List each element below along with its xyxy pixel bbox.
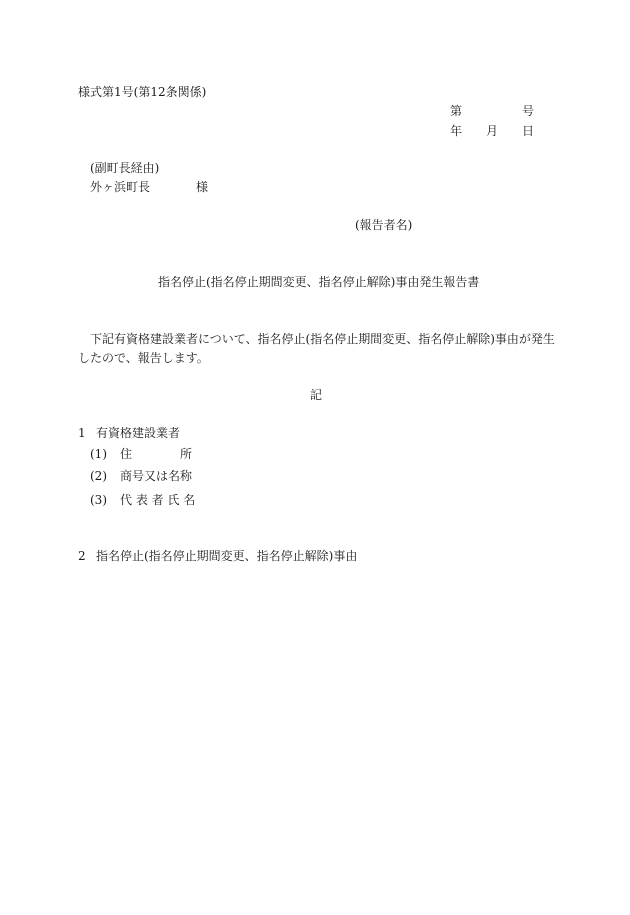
section-1-number: 1 (78, 426, 86, 440)
item-label-representative: 代 表 者 氏 名 (120, 493, 196, 507)
item-number: (1) (90, 447, 107, 461)
via-note: (副町長経由) (90, 161, 160, 175)
addressee-honorific: 様 (196, 180, 209, 194)
date-year: 年 (450, 124, 463, 138)
item-number: (2) (90, 469, 107, 483)
date-month: 月 (486, 124, 499, 138)
body-line-1: 下記有資格建設業者について、指名停止(指名停止期間変更、指名停止解除)事由が発生 (90, 332, 555, 346)
item-label-address: 住 所 (120, 447, 193, 461)
ki-marker: 記 (310, 388, 323, 402)
doc-number-prefix: 第 (450, 104, 463, 118)
body-line-2: したので、報告します。 (78, 351, 209, 365)
section-2-heading: 指名停止(指名停止期間変更、指名停止解除)事由 (96, 549, 358, 563)
addressee-name: 外ヶ浜町長 (90, 180, 151, 194)
doc-number-suffix: 号 (522, 104, 535, 118)
document-title: 指名停止(指名停止期間変更、指名停止解除)事由発生報告書 (158, 275, 480, 289)
form-number: 様式第1号(第12条関係) (78, 85, 207, 99)
reporter-label: (報告者名) (355, 218, 413, 232)
date-day: 日 (522, 124, 535, 138)
item-number: (3) (90, 493, 107, 507)
section-1-heading: 有資格建設業者 (96, 426, 181, 440)
item-label-company-name: 商号又は名称 (120, 469, 193, 483)
section-2-number: 2 (78, 549, 86, 563)
